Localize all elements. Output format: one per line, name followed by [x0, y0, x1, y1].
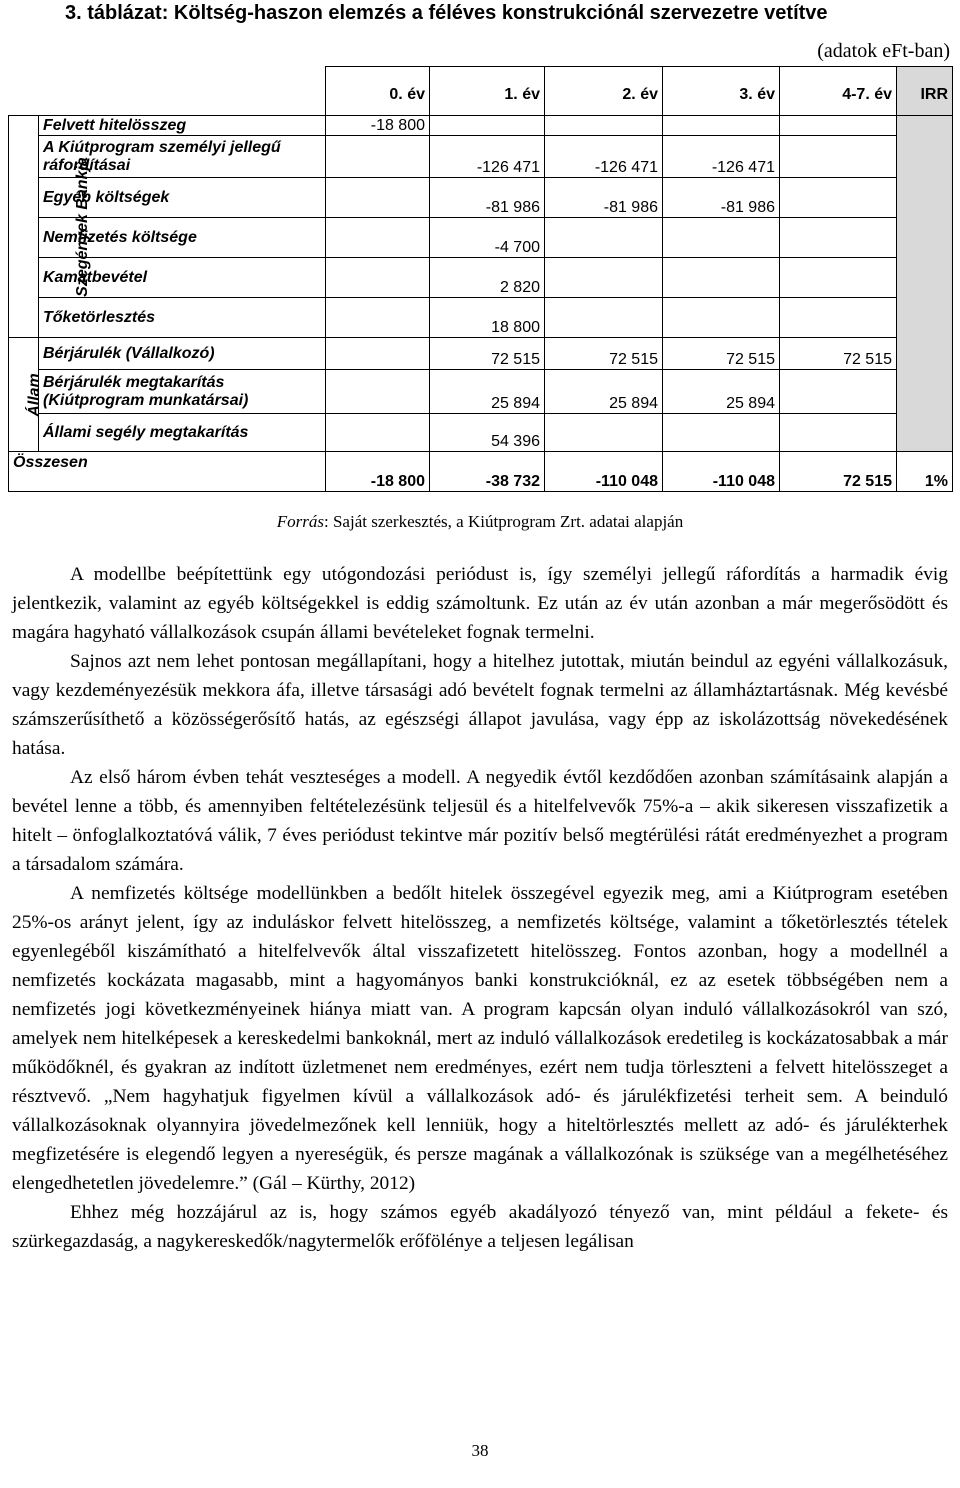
- table-cell: [326, 414, 430, 452]
- group-label-szegenyek: Szegények Bankja: [9, 116, 39, 338]
- table-cell: [780, 116, 897, 136]
- paragraph: A modellbe beépítettünk egy utógondozási periódust is, így személyi jellegű ráfordítás a harmadik évig jelentkezik, valamint az egyéb költségekkel is eddig számoltunk. Ez után az év után azonban a már megerősödött és magára hagyható vállalkozások csupán állami bevételeket fognak termelni.: [12, 564, 948, 643]
- table-cell: 72 515: [545, 338, 663, 370]
- table-row: [9, 178, 953, 218]
- row-label: Kamatbevétel: [39, 258, 326, 298]
- table-cell: [663, 116, 780, 136]
- total-cell: -38 732: [430, 452, 545, 492]
- table-cell: [326, 178, 430, 218]
- row-label: Bérjárulék (Vállalkozó): [39, 338, 326, 370]
- table-row: [9, 298, 953, 338]
- total-irr: 1%: [897, 452, 953, 492]
- row-label: A Kiútprogram személyi jellegű ráfordításai: [39, 136, 326, 178]
- table-cell: [545, 414, 663, 452]
- table-cell: [663, 258, 780, 298]
- table-row: [9, 414, 953, 452]
- row-label: Egyéb költségek: [39, 178, 326, 218]
- table-cell: -126 471: [430, 136, 545, 178]
- body-text: [12, 560, 948, 1256]
- total-cell: -110 048: [663, 452, 780, 492]
- table-cell: -18 800: [326, 116, 430, 136]
- col-header: 2. év: [545, 67, 663, 116]
- table-cell: [663, 414, 780, 452]
- table-cell: [663, 298, 780, 338]
- table-cell: [780, 136, 897, 178]
- table-cell: [545, 116, 663, 136]
- col-header: 4-7. év: [780, 67, 897, 116]
- row-label: Tőketörlesztés: [39, 298, 326, 338]
- table-cell: 54 396: [430, 414, 545, 452]
- table-cell: [326, 258, 430, 298]
- row-label: Állami segély megtakarítás: [39, 414, 326, 452]
- paragraph: Sajnos azt nem lehet pontosan megállapítani, hogy a hitelhez jutottak, miután beindul az egyéni vállalkozásuk, vagy kezdeményezésük mekkora áfa, illetve társasági adó bevételt fognak termelni az államháztartásnak. Még kevésbé számszerűsíthető a közösségerősítő hatás, az egészségi állapot javulása, vagy épp az iskolázottság növekedésének hatása.: [12, 651, 948, 759]
- cost-benefit-table: [8, 66, 953, 492]
- row-label: Bérjárulék megtakarítás (Kiútprogram munkatársai): [39, 370, 326, 414]
- col-header: 1. év: [430, 67, 545, 116]
- table-cell: [545, 298, 663, 338]
- table-cell: 25 894: [545, 370, 663, 414]
- table-cell: [430, 116, 545, 136]
- table-cell: -126 471: [663, 136, 780, 178]
- table-row: [9, 258, 953, 298]
- page-number: 38: [471, 1441, 489, 1460]
- total-cell: -110 048: [545, 452, 663, 492]
- total-cell: 72 515: [780, 452, 897, 492]
- header-row: [9, 67, 953, 116]
- unit-note: (adatok eFt-ban): [817, 40, 950, 62]
- table-row: [9, 218, 953, 258]
- table-cell: -4 700: [430, 218, 545, 258]
- col-header: 3. év: [663, 67, 780, 116]
- table-cell: 72 515: [780, 338, 897, 370]
- table-cell: [326, 136, 430, 178]
- col-header-irr: IRR: [897, 67, 953, 116]
- table-cell: -81 986: [430, 178, 545, 218]
- table-cell: [780, 258, 897, 298]
- source-prefix: Forrás: [276, 512, 324, 531]
- table-cell: 25 894: [430, 370, 545, 414]
- col-header: 0. év: [326, 67, 430, 116]
- table-cell: [780, 414, 897, 452]
- table-cell: [663, 218, 780, 258]
- irr-blank: [897, 116, 953, 452]
- paragraph: Az első három évben tehát veszteséges a modell. A negyedik évtől kezdődően azonban számításaink alapján a bevétel lenne a több, és amennyiben feltételezésünk teljesül és a hitelfelvevők 75%-a – akik sikeresen visszafizetik a hitelt – önfoglalkoztatóvá válik, 7 éves periódust tekintve már pozitív belső megtérülési rátát eredményezhet a program a társadalom számára.: [12, 767, 948, 875]
- table-row: [9, 136, 953, 178]
- table-cell: [780, 298, 897, 338]
- paragraph: Ehhez még hozzájárul az is, hogy számos egyéb akadályozó tényező van, mint például a fekete- és szürkegazdaság, a nagykereskedők/nagytermelők erőfölénye a teljesen legálisan: [12, 1202, 948, 1252]
- table-cell: [545, 258, 663, 298]
- table-cell: 72 515: [663, 338, 780, 370]
- table-row: [9, 338, 953, 370]
- table-title: 3. táblázat: Költség-haszon elemzés a féléves konstrukciónál szervezetre vetítve: [65, 2, 828, 24]
- source-note: [0, 512, 960, 532]
- table-cell: -126 471: [545, 136, 663, 178]
- total-row: [9, 452, 953, 492]
- paragraph: A nemfizetés költsége modellünkben a bedőlt hitelek összegével egyezik meg, ami a Kiútprogram esetében 25%-os arányt jelent, így az induláskor felvett hitelösszeg, a nemfizetés költsége, valamint a tőketörlesztés tételek egyenlegéből kiszámítható a hitelfelvevők által visszafizetett hitelösszeg. Fontos azonban, hogy a modellnél a nemfizetés kockázata magasabb, mint a hagyományos banki konstrukcióknál, ez az esetek többségében nem a nemfizetés jogi következményeinek hiánya miatt van. A program kapcsán olyan induló vállalkozásokról van szó, amelyek nem hitelképesek a kereskedelmi bankoknál, mert az induló vállalkozások eredetileg is kockázatosabbak a már működőknél, és gyakran az indított üzletmenet nem eredményes, ezért nem tudja törleszteni a felvett hitelösszeget a résztvevő. „Nem hagyhatjuk figyelmen kívül a vállalkozások adó- és járulékfizetési terheit sem. A beinduló vállalkozásoknak olyannyira jövedelmezőnek kell lenniük, hogy a hiteltörlesztés mellett az adó- és járulékterhek megfizetésére is elegendő legyen a nyereségük, és persze magának a vállalkozónak is szüksége van a megélhetéséhez elengedhetetlen jövedelemre.” (Gál – Kürthy, 2012): [12, 883, 948, 1194]
- table-cell: [326, 338, 430, 370]
- table-row: [9, 370, 953, 414]
- table-cell: -81 986: [663, 178, 780, 218]
- row-label: Felvett hitelösszeg: [39, 116, 326, 136]
- table-cell: [545, 218, 663, 258]
- source-text: : Saját szerkesztés, a Kiútprogram Zrt. adatai alapján: [324, 512, 684, 531]
- table-cell: -81 986: [545, 178, 663, 218]
- table-cell: [326, 370, 430, 414]
- table-cell: [780, 178, 897, 218]
- table-cell: [326, 218, 430, 258]
- total-cell: -18 800: [326, 452, 430, 492]
- table-cell: [780, 218, 897, 258]
- table-cell: [780, 370, 897, 414]
- table-row: [9, 116, 953, 136]
- table-cell: [326, 298, 430, 338]
- table-cell: 25 894: [663, 370, 780, 414]
- group-label-allam: Állam: [9, 338, 39, 452]
- table-cell: 72 515: [430, 338, 545, 370]
- table-cell: 18 800: [430, 298, 545, 338]
- table-cell: 2 820: [430, 258, 545, 298]
- row-label: Nemfizetés költsége: [39, 218, 326, 258]
- total-label: Összesen: [9, 452, 326, 492]
